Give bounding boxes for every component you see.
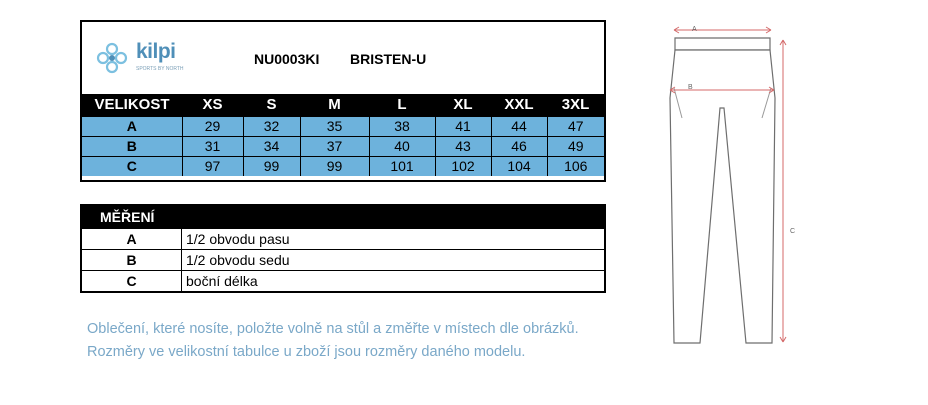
table-cell: 49 — [547, 136, 604, 156]
measurement-description: 1/2 obvodu sedu — [186, 252, 290, 268]
pants-waistband — [675, 38, 770, 50]
table-row — [82, 116, 604, 136]
row-label: B — [82, 136, 182, 156]
size-header-label: VELIKOST — [82, 94, 182, 116]
table-cell: 47 — [547, 116, 604, 136]
table-cell: 101 — [369, 156, 435, 176]
label-c: C — [790, 228, 796, 235]
table-cell: 34 — [243, 136, 300, 156]
list-item — [82, 249, 604, 270]
product-code: NU0003KI — [254, 51, 320, 67]
row-label: A — [82, 116, 182, 136]
instructions-line: Oblečení, které nosíte, položte volně na stůl a změřte v místech dle obrázků. — [87, 321, 579, 337]
size-table — [80, 20, 606, 182]
measurement-legend — [80, 204, 606, 293]
measurement-key: A — [82, 229, 182, 249]
size-header-cell: S — [243, 94, 300, 116]
size-header-cell: XS — [182, 94, 243, 116]
size-header-cell: 3XL — [547, 94, 604, 116]
list-item — [82, 270, 604, 291]
table-cell: 37 — [300, 136, 369, 156]
size-header-cell: XL — [435, 94, 491, 116]
table-cell: 35 — [300, 116, 369, 136]
instructions-text — [87, 318, 579, 364]
brand-tagline: SPORTS BY NORTH — [136, 66, 184, 72]
measurement-key: B — [82, 250, 182, 270]
table-cell: 97 — [182, 156, 243, 176]
table-cell: 102 — [435, 156, 491, 176]
instructions-line: Rozměry ve velikostní tabulce u zboží jsou rozměry daného modelu. — [87, 344, 526, 360]
table-cell: 41 — [435, 116, 491, 136]
table-cell: 32 — [243, 116, 300, 136]
size-header-cell: XXL — [491, 94, 547, 116]
size-grid — [82, 94, 604, 176]
table-row — [82, 156, 604, 176]
measurement-header — [82, 206, 604, 228]
brand-logo — [94, 36, 194, 86]
measurement-title: MĚŘENÍ — [82, 206, 163, 228]
table-cell: 99 — [243, 156, 300, 176]
list-item — [82, 228, 604, 249]
pants-diagram — [660, 18, 810, 358]
size-header-cell: M — [300, 94, 369, 116]
measurement-key: C — [82, 271, 182, 291]
product-name: BRISTEN-U — [350, 51, 427, 67]
table-cell: 99 — [300, 156, 369, 176]
label-b: B — [688, 84, 693, 91]
label-a: A — [692, 26, 697, 33]
measurement-description: boční délka — [186, 273, 258, 289]
table-cell: 38 — [369, 116, 435, 136]
pants-outline — [670, 50, 775, 343]
table-cell: 106 — [547, 156, 604, 176]
size-header-row — [82, 94, 604, 116]
kilpi-logo-icon — [94, 40, 130, 76]
row-label: C — [82, 156, 182, 176]
table-cell: 44 — [491, 116, 547, 136]
size-header-cell: L — [369, 94, 435, 116]
table-cell: 31 — [182, 136, 243, 156]
measurement-description: 1/2 obvodu pasu — [186, 231, 290, 247]
table-header — [82, 22, 604, 94]
table-cell: 46 — [491, 136, 547, 156]
brand-name: kilpi — [136, 40, 176, 63]
table-cell: 40 — [369, 136, 435, 156]
table-cell: 104 — [491, 156, 547, 176]
table-cell: 43 — [435, 136, 491, 156]
table-cell: 29 — [182, 116, 243, 136]
table-row — [82, 136, 604, 156]
